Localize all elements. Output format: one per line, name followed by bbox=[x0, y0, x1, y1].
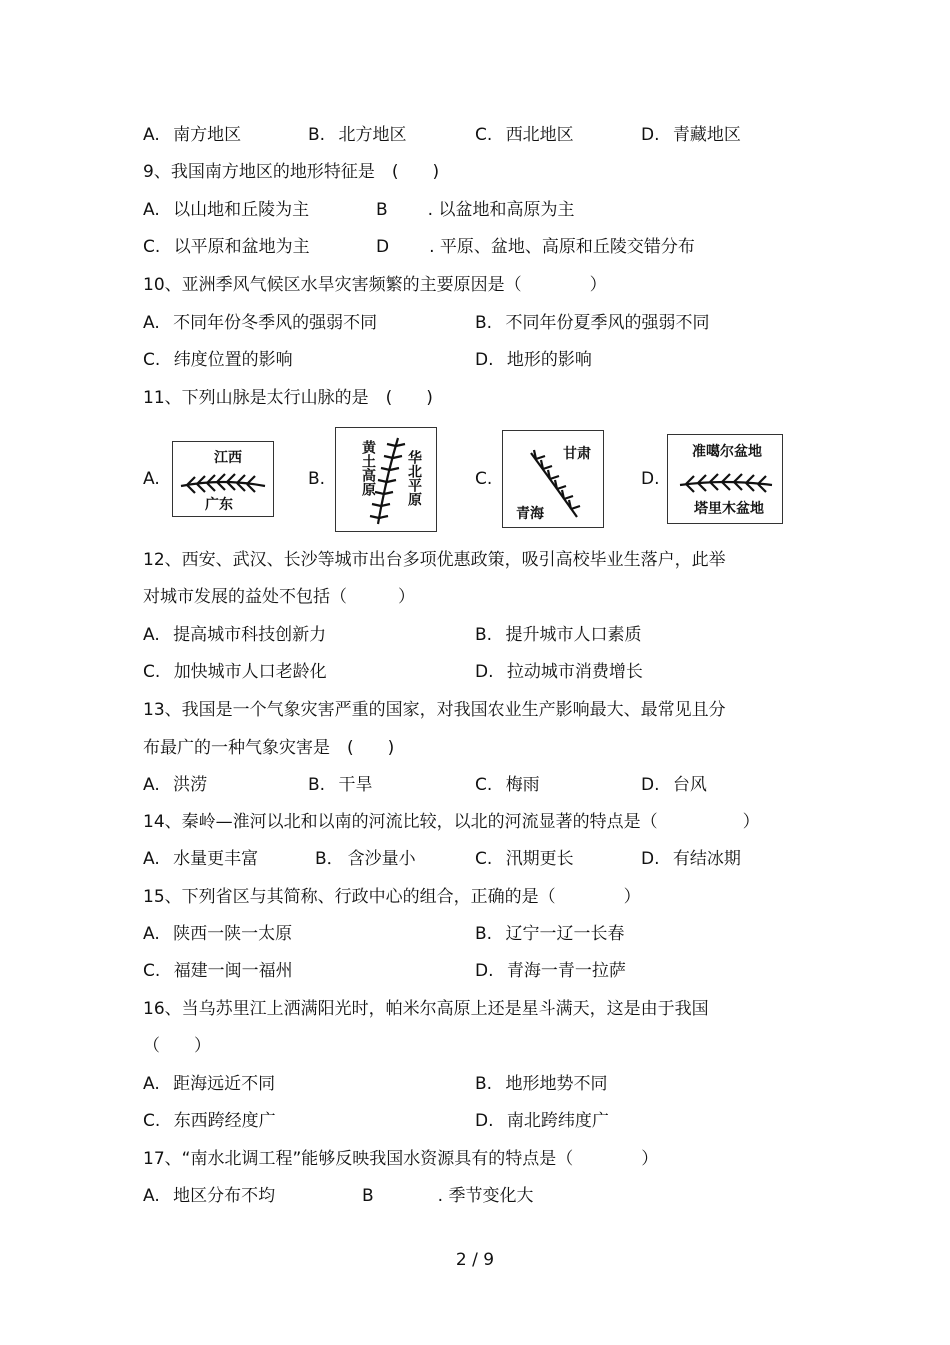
q10-option-d bbox=[475, 350, 592, 370]
q17-stem: 17、“南水北调工程”能够反映我国水资源具有的特点是（ ） bbox=[143, 1149, 659, 1169]
q9-option-b bbox=[376, 200, 574, 220]
option-text: 西北地区 bbox=[505, 125, 574, 145]
q14-option-c bbox=[475, 849, 574, 869]
option-text: . 以盆地和高原为主 bbox=[427, 200, 575, 220]
option-text: 青藏地区 bbox=[672, 125, 741, 145]
option-text: 梅雨 bbox=[505, 775, 540, 795]
q15-stem: 15、下列省区与其简称、行政中心的组合，正确的是（ ） bbox=[143, 887, 641, 907]
option-letter: B． bbox=[315, 849, 344, 869]
q11-option-d-letter: D. bbox=[641, 469, 660, 489]
option-letter: D bbox=[376, 237, 390, 257]
q12-stem-line1: 12、西安、武汉、长沙等城市出台多项优惠政策，吸引高校毕业生落户，此举 bbox=[143, 550, 726, 570]
option-text: 汛期更长 bbox=[505, 849, 574, 869]
q13-option-a bbox=[143, 775, 207, 795]
option-letter: C. bbox=[143, 662, 161, 682]
option-letter: C. bbox=[475, 849, 493, 869]
q8-option-d bbox=[641, 125, 741, 145]
option-letter: B. bbox=[308, 125, 326, 145]
q16-option-b bbox=[475, 1074, 607, 1094]
option-text: 拉动城市消费增长 bbox=[506, 662, 643, 682]
q10-option-a bbox=[143, 313, 377, 333]
option-text: 东西跨经度广 bbox=[173, 1111, 276, 1131]
option-text: 台风 bbox=[672, 775, 707, 795]
option-letter: D. bbox=[475, 961, 494, 981]
option-text: 有结冰期 bbox=[672, 849, 741, 869]
q16-stem-line2: （ ） bbox=[143, 1036, 211, 1056]
option-text: 以山地和丘陵为主 bbox=[173, 200, 310, 220]
q9-option-d bbox=[376, 237, 695, 257]
option-text: 以平原和盆地为主 bbox=[173, 237, 310, 257]
map-label-left: 黄土高原 bbox=[360, 440, 376, 496]
map-label-bottom: 青海 bbox=[516, 506, 544, 522]
option-letter: D. bbox=[641, 849, 660, 869]
option-letter: D. bbox=[475, 1111, 494, 1131]
q15-option-d bbox=[475, 961, 626, 981]
option-letter: B. bbox=[475, 313, 493, 333]
q17-option-a bbox=[143, 1186, 275, 1206]
option-letter: B. bbox=[475, 625, 493, 645]
map-label-bottom: 广东 bbox=[205, 497, 233, 513]
option-text: . 季节变化大 bbox=[437, 1186, 534, 1206]
q12-option-d bbox=[475, 662, 643, 682]
mountain-map-a bbox=[172, 441, 274, 517]
option-letter: C. bbox=[143, 237, 161, 257]
option-letter: B bbox=[376, 200, 388, 220]
q17-option-b bbox=[362, 1186, 533, 1206]
q9-option-a bbox=[143, 200, 309, 220]
map-label-bottom: 塔里木盆地 bbox=[694, 501, 764, 517]
q12-option-b bbox=[475, 625, 641, 645]
option-text: 水量更丰富 bbox=[173, 849, 259, 869]
mountain-map-c bbox=[502, 430, 604, 528]
page-number: 2 / 9 bbox=[455, 1250, 495, 1270]
map-label-top: 江西 bbox=[214, 450, 242, 466]
mountain-map-d bbox=[667, 434, 783, 524]
option-letter: D. bbox=[641, 775, 660, 795]
option-letter: A. bbox=[143, 775, 160, 795]
map-label-top: 甘肃 bbox=[563, 446, 591, 462]
option-text: 辽宁一辽一长春 bbox=[505, 924, 625, 944]
q11-stem: 11、下列山脉是太行山脉的是 ( ) bbox=[143, 388, 433, 408]
option-letter: A. bbox=[143, 924, 160, 944]
q10-option-c bbox=[143, 350, 293, 370]
q14-option-b bbox=[315, 849, 416, 869]
option-text: 南方地区 bbox=[173, 125, 242, 145]
option-letter: A. bbox=[143, 625, 160, 645]
q15-option-a bbox=[143, 924, 292, 944]
q16-option-c bbox=[143, 1111, 276, 1131]
q16-stem-line1: 16、当乌苏里江上洒满阳光时，帕米尔高原上还是星斗满天，这是由于我国 bbox=[143, 999, 709, 1019]
option-text: 干旱 bbox=[338, 775, 373, 795]
option-letter: B. bbox=[475, 924, 493, 944]
q10-stem: 10、亚洲季风气候区水旱灾害频繁的主要原因是（ ） bbox=[143, 275, 607, 295]
option-text: 提升城市人口素质 bbox=[505, 625, 642, 645]
q15-option-c bbox=[143, 961, 293, 981]
option-letter: D. bbox=[641, 125, 660, 145]
q13-option-c bbox=[475, 775, 540, 795]
q14-stem: 14、秦岭—淮河以北和以南的河流比较，以北的河流显著的特点是（ ） bbox=[143, 812, 760, 832]
option-text: 含沙量小 bbox=[347, 849, 416, 869]
option-letter: A. bbox=[143, 313, 160, 333]
option-text: 北方地区 bbox=[338, 125, 407, 145]
q13-option-d bbox=[641, 775, 707, 795]
q10-option-b bbox=[475, 313, 709, 333]
q16-option-a bbox=[143, 1074, 275, 1094]
mountain-map-b bbox=[335, 427, 437, 532]
q13-stem-line2: 布最广的一种气象灾害是 ( ) bbox=[143, 738, 395, 758]
q13-stem-line1: 13、我国是一个气象灾害严重的国家，对我国农业生产影响最大、最常见且分 bbox=[143, 700, 726, 720]
option-text: 地形的影响 bbox=[506, 350, 592, 370]
q8-option-c bbox=[475, 125, 574, 145]
option-text: 青海一青一拉萨 bbox=[506, 961, 626, 981]
option-letter: C. bbox=[475, 775, 493, 795]
option-letter: A. bbox=[143, 849, 160, 869]
option-letter: C. bbox=[143, 1111, 161, 1131]
option-text: 地形地势不同 bbox=[505, 1074, 608, 1094]
q14-option-a bbox=[143, 849, 258, 869]
option-text: . 平原、盆地、高原和丘陵交错分布 bbox=[429, 237, 695, 257]
option-letter: B. bbox=[308, 775, 326, 795]
map-label-top: 准噶尔盆地 bbox=[692, 444, 762, 460]
q8-option-b bbox=[308, 125, 406, 145]
option-text: 福建一闽一福州 bbox=[173, 961, 293, 981]
q11-option-a-letter: A. bbox=[143, 469, 160, 489]
option-letter: A. bbox=[143, 200, 160, 220]
map-label-right: 华北平原 bbox=[406, 450, 422, 506]
option-text: 陕西一陕一太原 bbox=[173, 924, 293, 944]
option-text: 提高城市科技创新力 bbox=[173, 625, 327, 645]
option-text: 加快城市人口老龄化 bbox=[173, 662, 327, 682]
option-letter: A. bbox=[143, 1074, 160, 1094]
q11-option-c-letter: C. bbox=[475, 469, 493, 489]
option-letter: B bbox=[362, 1186, 374, 1206]
option-letter: C. bbox=[143, 961, 161, 981]
q8-option-a bbox=[143, 125, 241, 145]
option-text: 洪涝 bbox=[173, 775, 208, 795]
option-letter: C. bbox=[143, 350, 161, 370]
option-letter: D. bbox=[475, 662, 494, 682]
q14-option-d bbox=[641, 849, 741, 869]
option-letter: C. bbox=[475, 125, 493, 145]
q9-stem: 9、我国南方地区的地形特征是 ( ) bbox=[143, 162, 440, 182]
q11-option-b-letter: B. bbox=[308, 469, 326, 489]
q15-option-b bbox=[475, 924, 624, 944]
q16-option-d bbox=[475, 1111, 609, 1131]
option-text: 不同年份夏季风的强弱不同 bbox=[505, 313, 710, 333]
option-text: 地区分布不均 bbox=[173, 1186, 276, 1206]
option-letter: D. bbox=[475, 350, 494, 370]
option-letter: B. bbox=[475, 1074, 493, 1094]
option-letter: A. bbox=[143, 1186, 160, 1206]
option-text: 不同年份冬季风的强弱不同 bbox=[173, 313, 378, 333]
option-text: 距海远近不同 bbox=[173, 1074, 276, 1094]
option-text: 纬度位置的影响 bbox=[173, 350, 293, 370]
option-text: 南北跨纬度广 bbox=[506, 1111, 609, 1131]
option-letter: A. bbox=[143, 125, 160, 145]
q12-option-c bbox=[143, 662, 327, 682]
q12-option-a bbox=[143, 625, 326, 645]
q9-option-c bbox=[143, 237, 310, 257]
q12-stem-line2: 对城市发展的益处不包括（ ） bbox=[143, 587, 415, 607]
q13-option-b bbox=[308, 775, 372, 795]
